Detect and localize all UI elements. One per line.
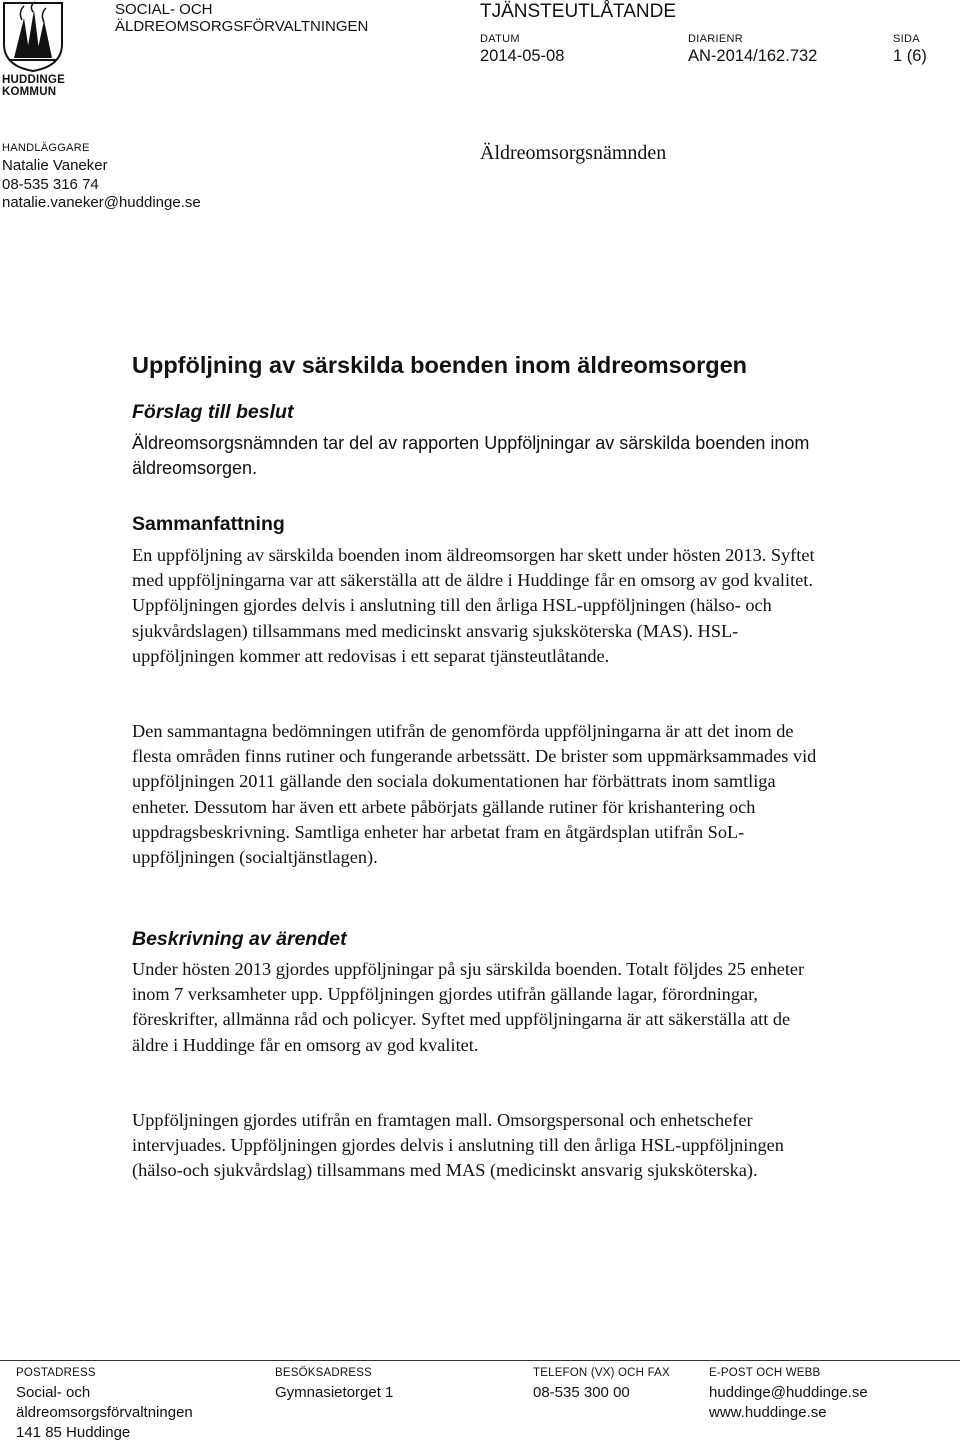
municipality-name [2,74,68,98]
website-link[interactable]: www.huddinge.se [709,1404,827,1421]
handler-email: natalie.vaneker@huddinge.se [2,194,201,211]
recipient: Äldreomsorgsnämnden [480,142,667,164]
description-paragraph: Uppföljningen gjordes utifrån en framtagen mall. Omsorgspersonal och enhetschefer intervjuades. Uppföljningen gjordes delvis i anslutning till den årliga HSL-uppföljningen (hälso-och sjukvårdslag) tillsammans med MAS (medicinskt ansvarig sjuksköterska). [132,1110,784,1181]
contact-links [709,1383,868,1423]
proposal-heading: Förslag till beslut [132,401,294,423]
summary-heading: Sammanfattning [132,513,285,535]
phone-fax-label: TELEFON (VX) OCH FAX [533,1367,670,1379]
postal-address-label: POSTADRESS [16,1367,96,1379]
date-value: 2014-05-08 [480,47,565,65]
postal-address-line: äldreomsorgsförvaltningen [16,1404,193,1421]
email-web-label: E-POST OCH WEBB [709,1367,821,1379]
postal-address-line: Social- och [16,1384,91,1401]
email-link[interactable]: huddinge@huddinge.se [709,1384,868,1401]
logo-text-line-2: KOMMUN [2,86,57,98]
description-heading: Beskrivning av ärendet [132,928,347,950]
logo-text-line-1: HUDDINGE [2,74,65,86]
organization-line-1: SOCIAL- OCH [115,1,213,18]
postal-address-line: 141 85 Huddinge [16,1424,131,1441]
diary-number-value: AN-2014/162.732 [688,47,818,65]
diary-number-label: DIARIENR [688,33,743,45]
phone-value: 08-535 300 00 [533,1384,630,1401]
handler-label: HANDLÄGGARE [2,142,90,154]
handler-info [2,157,201,213]
handler-name: Natalie Vaneker [2,157,108,174]
proposal-text: Äldreomsorgsnämnden tar del av rapporten Uppföljningar av särskilda boenden inom äldreomsorgen. [132,433,810,478]
postal-address [16,1383,193,1443]
description-paragraph: Under hösten 2013 gjordes uppföljningar på sju särskilda boenden. Totalt följdes 25 enheter inom 7 verksamheter upp. Uppföljningen gjordes utifrån gällande lagar, förordningar, föreskrifter, allmänna råd och policyer. Syftet med uppföljningarna är att säkerställa att de äldre i Huddinge får en omsorg av god kvalitet. [132,959,805,1055]
visiting-address: Gymnasietorget 1 [275,1384,394,1401]
visiting-address-label: BESÖKSADRESS [275,1367,372,1379]
summary-paragraph: Den sammantagna bedömningen utifrån de genomförda uppföljningarna är att det inom de flesta områden finns rutiner och fungerande arbetssätt. De brister som uppmärksammades vid uppföljningen 2011 gällande den sociala dokumentationen har förbättrats inom samtliga enheter. Dessutom har även ett arbete påbörjats gällande rutiner för krishantering och uppdragsbeskrivning. Samtliga enheter har arbetat fram en åtgärdsplan utifrån SoL-uppföljningen (socialtjänstlagen). [132,721,817,868]
summary-paragraph: En uppföljning av särskilda boenden inom äldreomsorgen har skett under hösten 2013. Syftet med uppföljningarna var att säkerställa att de äldre i Huddinge får en omsorg av god kvalitet. Uppföljningen gjordes delvis i anslutning till den årliga HSL-uppföljningen (hälso- och sjukvårdslagen) tillsammans med medicinskt ansvarig sjuksköterska (MAS). HSL-uppföljningen kommer att redovisas i ett separat tjänsteutlåtande. [132,545,815,666]
date-label: DATUM [480,33,520,45]
page-title: Uppföljning av särskilda boenden inom äldreomsorgen [132,352,748,378]
organization-name [115,1,368,35]
organization-line-2: ÄLDREOMSORGSFÖRVALTNINGEN [115,18,369,35]
page-label: SIDA [893,33,920,45]
handler-phone: 08-535 316 74 [2,175,99,193]
footer-divider [0,1360,960,1361]
page-value: 1 (6) [893,47,927,65]
document-type: TJÄNSTEUTLÅTANDE [480,1,677,22]
